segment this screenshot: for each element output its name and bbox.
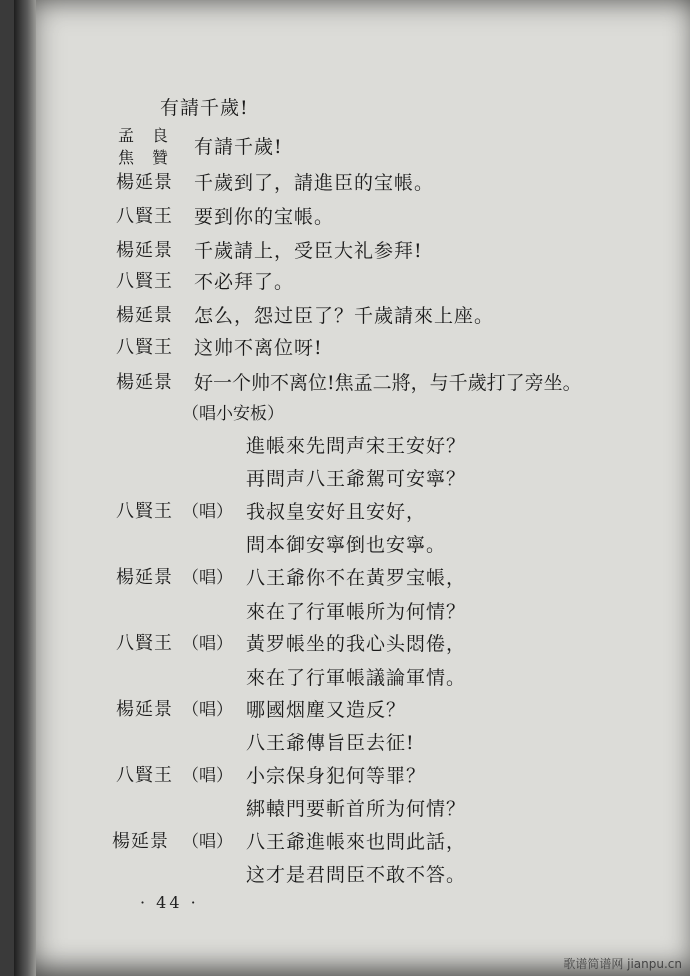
speaker-label: 八賢王 bbox=[116, 271, 173, 292]
dialogue-text: 有請千歲! bbox=[194, 136, 283, 158]
dialogue-text: 來在了行軍帳議論軍情。 bbox=[246, 667, 467, 689]
dialogue-text: 有請千歲! bbox=[160, 97, 249, 119]
dialogue-text: 黃罗帳坐的我心头悶倦， bbox=[246, 633, 467, 655]
book-page bbox=[14, 0, 690, 976]
speaker-label: 楊延景 bbox=[116, 567, 173, 588]
dialogue-text: 再問声八王爺駕可安寧？ bbox=[246, 468, 467, 490]
sing-tag: （唱） bbox=[182, 634, 233, 654]
speaker-label: 楊延景 bbox=[116, 172, 173, 193]
speaker-label: 楊延景 bbox=[116, 699, 173, 720]
speaker-label: 楊延景 bbox=[112, 831, 169, 852]
speaker-label: 八賢王 bbox=[116, 206, 173, 227]
speaker-label: 楊延景 bbox=[116, 305, 173, 326]
sing-tag: （唱） bbox=[182, 502, 233, 522]
speaker-label: 孟 良 bbox=[118, 126, 170, 145]
dialogue-text: 好一个帅不离位!焦孟二將，与千歲打了旁坐。 bbox=[194, 372, 582, 394]
dialogue-text: 哪國烟塵又造反？ bbox=[246, 699, 407, 721]
dialogue-text: 小宗保身犯何等罪？ bbox=[246, 765, 427, 787]
speaker-label: 八賢王 bbox=[116, 337, 173, 358]
sing-tag: （唱） bbox=[182, 700, 233, 720]
dialogue-text: 我叔皇安好且安好， bbox=[246, 501, 427, 523]
dialogue-text: 这帅不离位呀! bbox=[194, 337, 323, 359]
page-number: · 44 · bbox=[140, 893, 199, 912]
speaker-label: 楊延景 bbox=[116, 372, 173, 393]
speaker-label: 八賢王 bbox=[116, 501, 173, 522]
dialogue-text: 八王爺進帳來也問此話， bbox=[246, 831, 467, 853]
dialogue-text: 怎么，怨过臣了？千歲請來上座。 bbox=[194, 305, 495, 327]
sing-tag: （唱） bbox=[182, 832, 233, 852]
dialogue-text: 这才是君問臣不敢不答。 bbox=[246, 864, 467, 886]
speaker-label: 八賢王 bbox=[116, 765, 173, 786]
speaker-label: 焦 贊 bbox=[118, 148, 170, 167]
dialogue-text: 綁轅門要斬首所为何情？ bbox=[246, 798, 467, 820]
speaker-label: 楊延景 bbox=[116, 240, 173, 261]
dialogue-text: 要到你的宝帳。 bbox=[194, 206, 335, 228]
dialogue-text: 千歲請上，受臣大礼参拜! bbox=[194, 240, 423, 262]
dialogue-text: 千歲到了，請進臣的宝帳。 bbox=[194, 172, 435, 194]
book-spine bbox=[14, 0, 36, 976]
dialogue-text: 不必拜了。 bbox=[194, 271, 295, 293]
dialogue-text: 進帳來先問声宋王安好？ bbox=[246, 435, 467, 457]
dialogue-text: 八王爺你不在黃罗宝帳， bbox=[246, 567, 467, 589]
dialogue-text: 八王爺傳旨臣去征! bbox=[246, 732, 415, 754]
dialogue-text: 問本御安寧倒也安寧。 bbox=[246, 534, 447, 556]
sing-tag: （唱） bbox=[182, 568, 233, 588]
sing-tag: （唱） bbox=[182, 766, 233, 786]
dialogue-text: 來在了行軍帳所为何情？ bbox=[246, 601, 467, 623]
stage-direction: （唱小安板） bbox=[182, 404, 284, 424]
watermark: 歌谱简谱网 jianpu.cn bbox=[563, 957, 682, 971]
speaker-label: 八賢王 bbox=[116, 633, 173, 654]
